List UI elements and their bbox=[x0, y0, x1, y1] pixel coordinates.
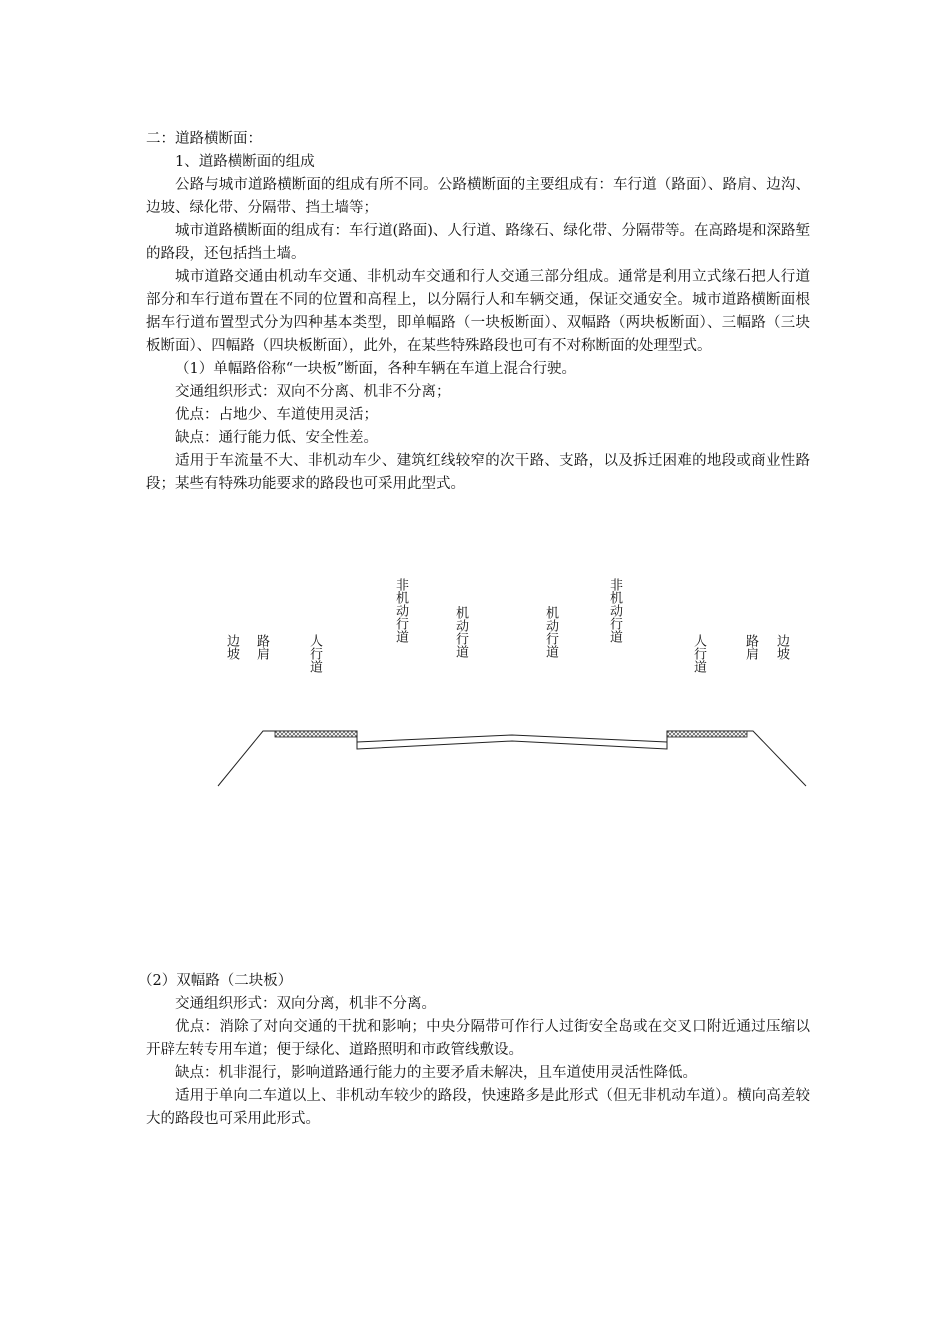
paragraph: 交通组织形式：双向不分离、机非不分离； bbox=[175, 384, 451, 400]
label-nonmotor-right: 非机动行道 bbox=[607, 578, 622, 643]
label-shoulder-left: 路肩 bbox=[254, 634, 269, 660]
label-slope-right: 边坡 bbox=[774, 634, 789, 660]
paragraph: 城市道路交通由机动车交通、非机动车交通和行人交通三部分组成。通常是利用立式缘石把人行道部分和车行道布置在不同的位置和高程上，以分隔行人和车辆交通，保证交通安全。城市道路横断面根据车行道布置型式分为四种基本类型，即单幅路（一块板断面）、双幅路（两块板断面）、三幅路（三块板断面）、四幅路（四块板断面），此外，在某些特殊路段也可有不对称断面的处理型式。 bbox=[146, 269, 810, 354]
paragraph: 公路与城市道路横断面的组成有所不同。公路横断面的主要组成有：车行道（路面）、路肩、边沟、边坡、绿化带、分隔带、挡土墙等； bbox=[146, 177, 810, 216]
paragraph: 交通组织形式：双向分离，机非不分离。 bbox=[175, 996, 436, 1012]
road-profile-line bbox=[218, 731, 806, 786]
label-sidewalk-left: 人行道 bbox=[307, 634, 322, 673]
label-motor-right: 机动行道 bbox=[543, 606, 558, 658]
paragraph: 优点：占地少、车道使用灵活； bbox=[175, 407, 378, 423]
paragraph: （1）单幅路俗称“一块板”断面，各种车辆在车道上混合行驶。 bbox=[175, 361, 577, 377]
paragraph: 城市道路横断面的组成有：车行道(路面)、人行道、路缘石、绿化带、分隔带等。在高路堤和深路堑的路段，还包括挡土墙。 bbox=[146, 223, 810, 262]
sidewalk-left-block bbox=[275, 731, 357, 737]
subsection-heading: 1、道路横断面的组成 bbox=[175, 154, 315, 170]
label-shoulder-right: 路肩 bbox=[743, 634, 758, 660]
section-heading: （2）双幅路（二块板） bbox=[138, 973, 293, 989]
label-sidewalk-right: 人行道 bbox=[691, 634, 706, 673]
paragraph: 适用于单向二车道以上、非机动车较少的路段，快速路多是此形式（但无非机动车道）。横向高差较大的路段也可采用此形式。 bbox=[146, 1088, 810, 1127]
paragraph: 缺点：机非混行，影响道路通行能力的主要矛盾未解决，且车道使用灵活性降低。 bbox=[175, 1065, 697, 1081]
paragraph: 缺点：通行能力低、安全性差。 bbox=[175, 430, 378, 446]
label-motor-left: 机动行道 bbox=[453, 606, 468, 658]
paragraph: 适用于车流量不大、非机动车少、建筑红线较窄的次干路、支路，以及拆迁困难的地段或商业性路段；某些有特殊功能要求的路段也可采用此型式。 bbox=[146, 453, 810, 492]
section-heading: 二：道路横断面： bbox=[146, 131, 262, 147]
paragraph: 优点：消除了对向交通的干扰和影响；中央分隔带可作行人过街安全岛或在交叉口附近通过压缩以开辟左转专用车道；便于绿化、道路照明和市政管线敷设。 bbox=[146, 1019, 810, 1058]
label-nonmotor-left: 非机动行道 bbox=[393, 578, 408, 643]
sidewalk-right-block bbox=[667, 731, 747, 737]
label-slope-left: 边坡 bbox=[224, 634, 239, 660]
section-2 bbox=[138, 970, 810, 1131]
